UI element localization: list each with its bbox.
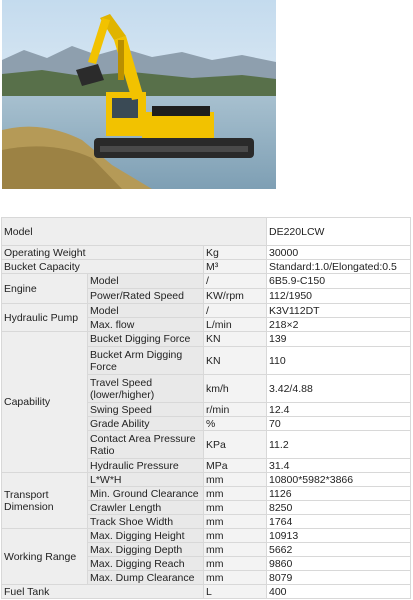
fuel-tank-unit: L: [204, 585, 267, 599]
travel-speed-label: Travel Speed (lower/higher): [88, 375, 204, 403]
dump-clearance-unit: mm: [204, 571, 267, 585]
pump-flow-label: Max. flow: [88, 318, 204, 332]
digging-reach-label: Max. Digging Reach: [88, 557, 204, 571]
table-row: [2, 304, 411, 318]
crawler-length-value: 8250: [267, 501, 411, 515]
table-row: [2, 218, 411, 246]
bucket-capacity-unit: M³: [204, 260, 267, 274]
ground-clearance-label: Min. Ground Clearance: [88, 487, 204, 501]
engine-model-unit: /: [204, 274, 267, 289]
operating-weight-label: Operating Weight: [2, 246, 204, 260]
track-shoe-width-unit: mm: [204, 515, 267, 529]
crawler-length-unit: mm: [204, 501, 267, 515]
swing-speed-unit: r/min: [204, 403, 267, 417]
table-row: [2, 473, 411, 487]
lwh-value: 10800*5982*3866: [267, 473, 411, 487]
ground-clearance-value: 1126: [267, 487, 411, 501]
pump-flow-value: 218×2: [267, 318, 411, 332]
table-row: [2, 332, 411, 347]
bucket-force-label: Bucket Digging Force: [88, 332, 204, 347]
excavator-photo: [2, 0, 276, 189]
model-label: Model: [2, 218, 267, 246]
pump-model-label: Model: [88, 304, 204, 318]
track-shoe-width-label: Track Shoe Width: [88, 515, 204, 529]
table-row: [2, 529, 411, 543]
operating-weight-value: 30000: [267, 246, 411, 260]
lwh-unit: mm: [204, 473, 267, 487]
digging-height-value: 10913: [267, 529, 411, 543]
operating-weight-unit: Kg: [204, 246, 267, 260]
digging-depth-unit: mm: [204, 543, 267, 557]
spec-table: [1, 217, 411, 599]
crawler-length-label: Crawler Length: [88, 501, 204, 515]
digging-depth-value: 5662: [267, 543, 411, 557]
fuel-tank-label: Fuel Tank: [2, 585, 204, 599]
bucket-capacity-label: Bucket Capacity: [2, 260, 204, 274]
model-value: DE220LCW: [267, 218, 411, 246]
hydraulic-pump-label: Hydraulic Pump: [2, 304, 88, 332]
swing-speed-label: Swing Speed: [88, 403, 204, 417]
arm-force-label: Bucket Arm Digging Force: [88, 347, 204, 375]
lwh-label: L*W*H: [88, 473, 204, 487]
hydraulic-pressure-unit: MPa: [204, 459, 267, 473]
digging-height-unit: mm: [204, 529, 267, 543]
engine-label: Engine: [2, 274, 88, 304]
table-row: [2, 274, 411, 289]
arm-force-value: 110: [267, 347, 411, 375]
travel-speed-value: 3.42/4.88: [267, 375, 411, 403]
swing-speed-value: 12.4: [267, 403, 411, 417]
contact-pressure-label: Contact Area Pressure Ratio: [88, 431, 204, 459]
grade-ability-label: Grade Ability: [88, 417, 204, 431]
pump-model-unit: /: [204, 304, 267, 318]
pump-flow-unit: L/min: [204, 318, 267, 332]
fuel-tank-value: 400: [267, 585, 411, 599]
engine-model-value: 6B5.9-C150: [267, 274, 411, 289]
digging-height-label: Max. Digging Height: [88, 529, 204, 543]
engine-power-value: 112/1950: [267, 289, 411, 304]
capability-label: Capability: [2, 332, 88, 473]
transport-dimension-label: Transport Dimension: [2, 473, 88, 529]
arm-force-unit: KN: [204, 347, 267, 375]
travel-speed-unit: km/h: [204, 375, 267, 403]
bucket-force-unit: KN: [204, 332, 267, 347]
engine-model-label: Model: [88, 274, 204, 289]
working-range-label: Working Range: [2, 529, 88, 585]
digging-depth-label: Max. Digging Depth: [88, 543, 204, 557]
bucket-capacity-value: Standard:1.0/Elongated:0.5: [267, 260, 411, 274]
grade-ability-value: 70: [267, 417, 411, 431]
engine-power-unit: KW/rpm: [204, 289, 267, 304]
digging-reach-unit: mm: [204, 557, 267, 571]
engine-power-label: Power/Rated Speed: [88, 289, 204, 304]
table-row: [2, 585, 411, 599]
dump-clearance-value: 8079: [267, 571, 411, 585]
table-row: [2, 246, 411, 260]
grade-ability-unit: %: [204, 417, 267, 431]
contact-pressure-unit: KPa: [204, 431, 267, 459]
pump-model-value: K3V112DT: [267, 304, 411, 318]
dump-clearance-label: Max. Dump Clearance: [88, 571, 204, 585]
hydraulic-pressure-label: Hydraulic Pressure: [88, 459, 204, 473]
track-shoe-width-value: 1764: [267, 515, 411, 529]
table-row: [2, 260, 411, 274]
digging-reach-value: 9860: [267, 557, 411, 571]
hydraulic-pressure-value: 31.4: [267, 459, 411, 473]
ground-clearance-unit: mm: [204, 487, 267, 501]
contact-pressure-value: 11.2: [267, 431, 411, 459]
bucket-force-value: 139: [267, 332, 411, 347]
